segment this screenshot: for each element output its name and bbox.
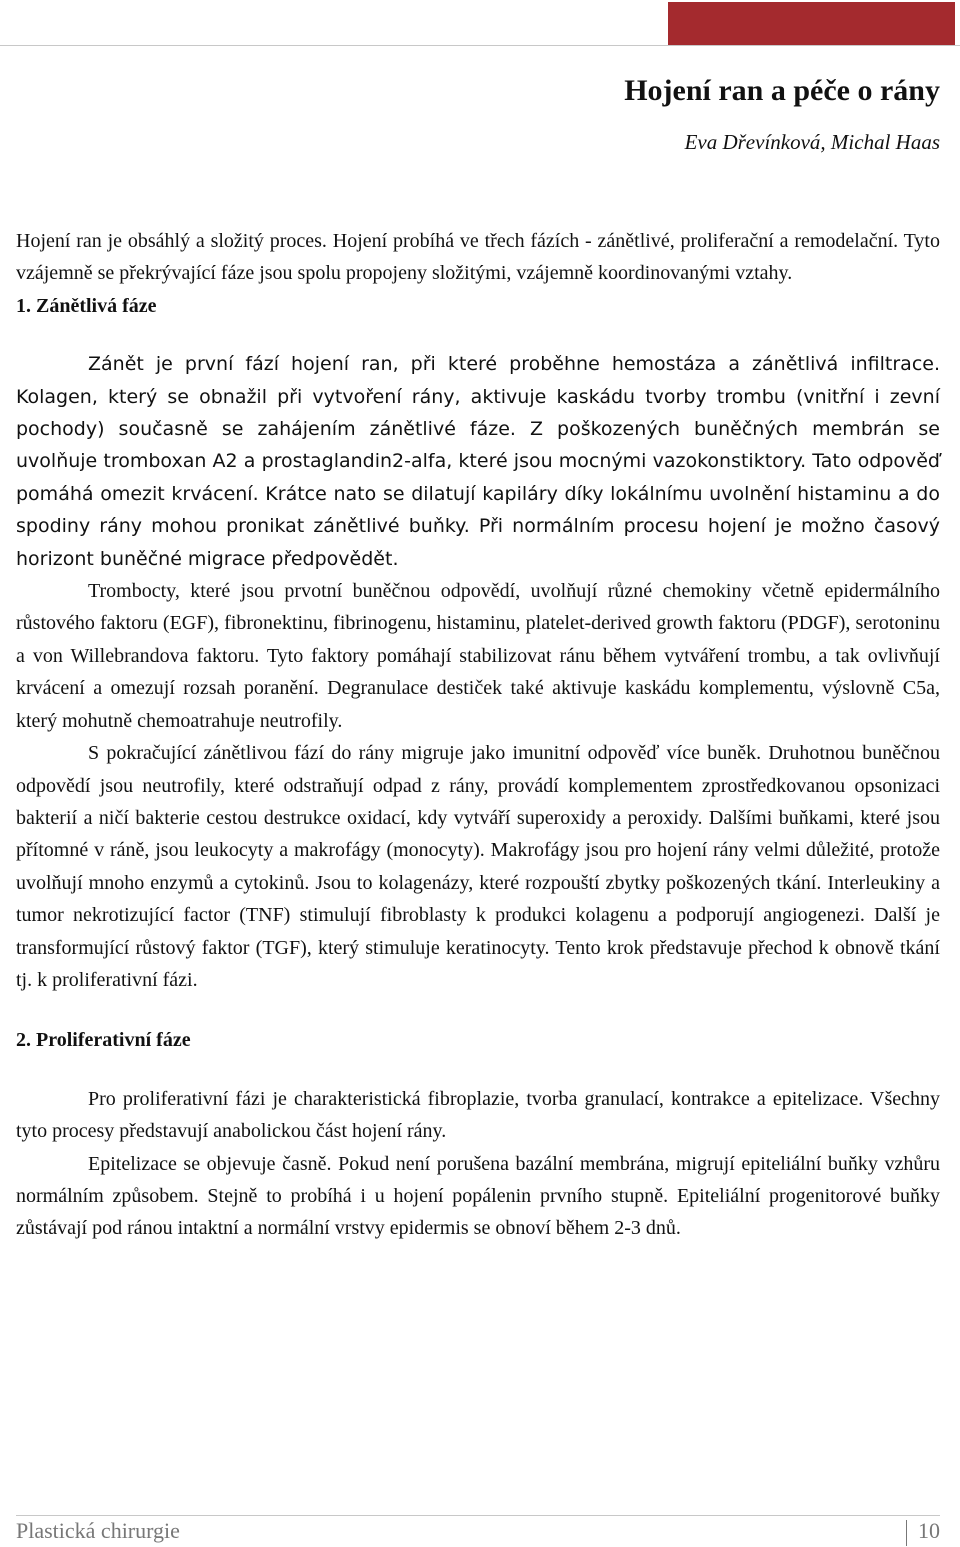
header-accent-bar [668, 2, 955, 46]
footer-separator [906, 1520, 907, 1546]
paragraph: Trombocty, které jsou prvotní buněčnou odpovědí, uvolňují různé chemokiny včetně epidermálního růstového faktoru (EGF), fibronektinu, fibrinogenu, histaminu, platelet-derived growth faktoru (PDGF), serotoninu a von Willebrandova faktoru. Tyto faktory pomáhají stabilizovat ránu během vytváření trombu, a tak ovlivňují krvácení a omezují rozsah poranění. Degranulace destiček také aktivuje kaskádu komplementu, výslovně C5a, který mohutně chemoatrahuje neutrofily. [16, 580, 940, 732]
paragraph: S pokračující zánětlivou fází do rány migruje jako imunitní odpověď více buněk. Druhotnou buněčnou odpovědí jsou neutrofily, které odstraňují odpad z rány, provádí komplementem zprostředkovanou opsonizaci bakterií a ničí bakterie cestou destrukce oxidací, kdy vytváří superoxidy a peroxidy. Dalšími buňkami, které jsou přítomné v ráně, jsou leukocyty a makrofágy (monocyty). Makrofágy jsou pro hojení rány velmi důležité, protože uvolňují mnoho enzymů a cytokinů. Jsou to kolagenázy, které rozpouští zbytky poškozených tkání. Interleukiny a tumor nekrotizující factor (TNF) stimulují fibroblasty k produkci kolagenu a podporují angiogenezi. Další je transformující růstový faktor (TGF), který stimuluje keratinocyty. Tento krok představuje přechod k obnově tkání tj. k proliferativní fázi. [16, 742, 940, 991]
footer-rule [16, 1515, 940, 1516]
intro-paragraph: Hojení ran je obsáhlý a složitý proces. Hojení probíhá ve třech fázích - zánětlivé, proliferační a remodelační. Tyto vzájemně se překrývající fáze jsou spolu propojeny složitými, vzájemně koordinovanými vztahy. [16, 230, 940, 285]
document-body [16, 225, 940, 1245]
paragraph: Epitelizace se objevuje časně. Pokud není porušena bazální membrána, migrují epiteliální buňky vzhůru normálním způsobem. Stejně to probíhá i u hojení popálenin prvního stupně. Epiteliální progenitorové buňky zůstávají pod ránou intaktní a normální vrstvy epidermis se obnoví během 2-3 dnů. [16, 1152, 940, 1240]
section-heading-inflammatory: 1. Zánětlivá fáze [16, 294, 157, 317]
page-title: Hojení ran a péče o rány [624, 74, 940, 107]
page-number: 10 [918, 1518, 940, 1543]
paragraph: Pro proliferativní fázi je charakteristická fibroplazie, tvorba granulací, kontrakce a epitelizace. Všechny tyto procesy představují anabolickou část hojení rány. [16, 1087, 940, 1143]
section-heading-proliferative: 2. Proliferativní fáze [16, 1029, 191, 1052]
header-rule [0, 45, 960, 46]
footer-book-title: Plastická chirurgie [16, 1518, 180, 1543]
paragraph: Zánět je první fází hojení ran, při které proběhne hemostáza a zánětlivá infiltrace. Kolagen, který se obnažil při vytvoření rány, aktivuje kaskádu tvorby trombu (vnitřní i zevní pochody) současně se zahájením zánětlivé fáze. Z poškozených buněčných membrán se uvolňuje tromboxan A2 a prostaglandin2-alfa, které jsou mocnými vazokonstiktory. Tato odpověď pomáhá omezit krvácení. Krátce nato se dilatují kapiláry díky lokálnímu uvolnění histaminu a do spodiny rány mohou pronikat zánětlivé buňky. Při normálním procesu hojení je možno časový horizont buněčné migrace předpovědět. [16, 353, 940, 570]
authors: Eva Dřevínková, Michal Haas [684, 130, 940, 154]
